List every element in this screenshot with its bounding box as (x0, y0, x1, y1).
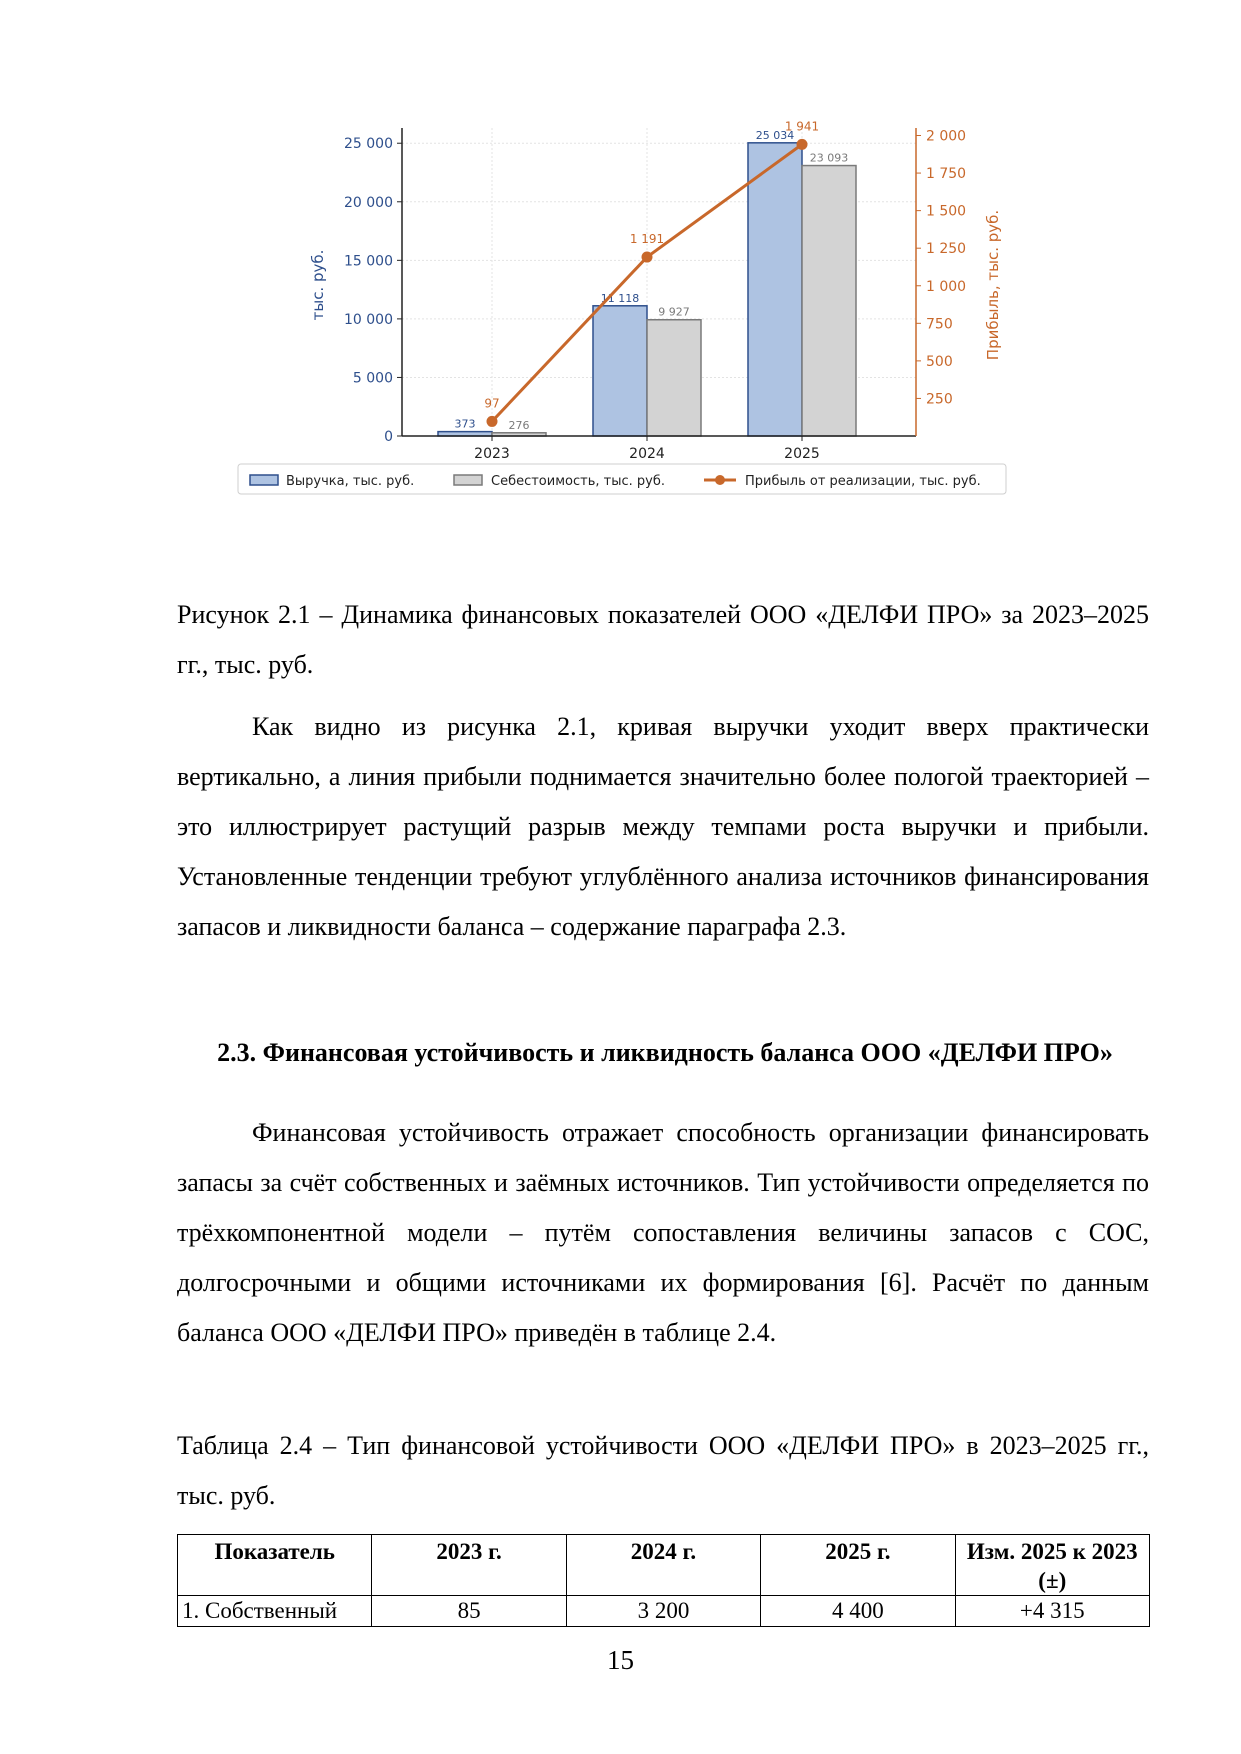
y2-axis-title: Прибыль, тыс. руб. (984, 209, 1002, 361)
section-heading: 2.3. Финансовая устойчивость и ликвидность баланса ООО «ДЕЛФИ ПРО» (217, 1038, 1113, 1067)
profit-point (487, 416, 498, 427)
bar-value-label: 373 (454, 417, 476, 431)
y2-tick-label: 1 250 (926, 241, 967, 258)
table-cell: 1. Собственный (178, 1596, 372, 1627)
x-tick-label: 2023 (474, 446, 510, 462)
table-cell: 4 400 (761, 1596, 955, 1627)
legend-label-revenue: Выручка, тыс. руб. (286, 474, 415, 489)
bar (748, 143, 802, 436)
header-change: Изм. 2025 к 2023 (±) (955, 1535, 1149, 1596)
table-cell: +4 315 (955, 1596, 1149, 1627)
y-tick-label: 10 000 (344, 311, 393, 328)
legend-marker-profit (715, 475, 725, 485)
y2-tick-label: 1 500 (926, 203, 967, 220)
legend-swatch-revenue (250, 475, 278, 485)
header-indicator: Показатель (178, 1535, 372, 1596)
header-2024: 2024 г. (566, 1535, 760, 1596)
y2-tick-label: 750 (926, 316, 953, 333)
paragraph-2: Финансовая устойчивость отражает способность организации финансировать запасы за счёт собственных и заёмных источников. Тип устойчивости определяется по трёхкомпонентной модели – путём сопоставления величины запасов с СОС, долгосрочными и общими источниками их формирования [6]. Расчёт по данным баланса ООО «ДЕЛФИ ПРО» приведён в таблице 2.4. (177, 1118, 1149, 1347)
profit-point (642, 252, 653, 263)
bar-value-label: 25 034 (755, 128, 795, 142)
legend-label-cost: Себестоимость, тыс. руб. (491, 474, 665, 489)
x-tick-label: 2024 (629, 446, 665, 462)
bar-value-label: 11 118 (600, 291, 640, 305)
bar-value-label: 9 927 (658, 305, 690, 319)
bar (593, 306, 647, 436)
profit-value-label: 97 (484, 396, 500, 411)
y-tick-label: 25 000 (344, 136, 393, 153)
financial-chart (230, 119, 1110, 578)
y-axis-title: тыс. руб. (309, 249, 327, 321)
profit-value-label: 1 191 (629, 232, 665, 247)
figure-caption: Рисунок 2.1 – Динамика финансовых показателей ООО «ДЕЛФИ ПРО» за 2023–2025 гг., тыс. руб. (177, 600, 1149, 679)
legend-swatch-cost (454, 475, 482, 485)
page-number: 15 (607, 1645, 634, 1675)
profit-value-label: 1 941 (784, 119, 820, 134)
y-tick-label: 15 000 (344, 253, 393, 270)
y-tick-label: 5 000 (352, 370, 393, 387)
y2-tick-label: 250 (926, 391, 953, 408)
x-tick-label: 2025 (784, 446, 820, 462)
table-caption: Таблица 2.4 – Тип финансовой устойчивости ООО «ДЕЛФИ ПРО» в 2023–2025 гг., тыс. руб. (177, 1431, 1149, 1510)
table-cell: 85 (372, 1596, 566, 1627)
table-cell: 3 200 (566, 1596, 760, 1627)
header-2025: 2025 г. (761, 1535, 955, 1596)
bar-value-label: 23 093 (809, 151, 849, 165)
bar (647, 320, 701, 436)
table-header-row (178, 1535, 1150, 1596)
y2-tick-label: 2 000 (926, 128, 967, 145)
y2-tick-label: 1 000 (926, 278, 967, 295)
table-row (178, 1596, 1150, 1627)
bar-value-label: 276 (508, 418, 530, 432)
y2-tick-label: 500 (926, 353, 953, 370)
profit-point (797, 139, 808, 150)
y2-tick-label: 1 750 (926, 166, 967, 183)
header-2023: 2023 г. (372, 1535, 566, 1596)
bar (802, 166, 856, 436)
legend-label-profit: Прибыль от реализации, тыс. руб. (745, 474, 981, 489)
paragraph-1: Как видно из рисунка 2.1, кривая выручки уходит вверх практически вертикально, а линия прибыли поднимается значительно более пологой траекторией – это иллюстрирует растущий разрыв между темпами роста выручки и прибыли. Установленные тенденции требуют углублённого анализа источников финансирования запасов и ликвидности баланса – содержание параграфа 2.3. (177, 712, 1149, 941)
stability-table (177, 1534, 1150, 1627)
y-tick-label: 0 (384, 429, 393, 445)
y-tick-label: 20 000 (344, 194, 393, 211)
